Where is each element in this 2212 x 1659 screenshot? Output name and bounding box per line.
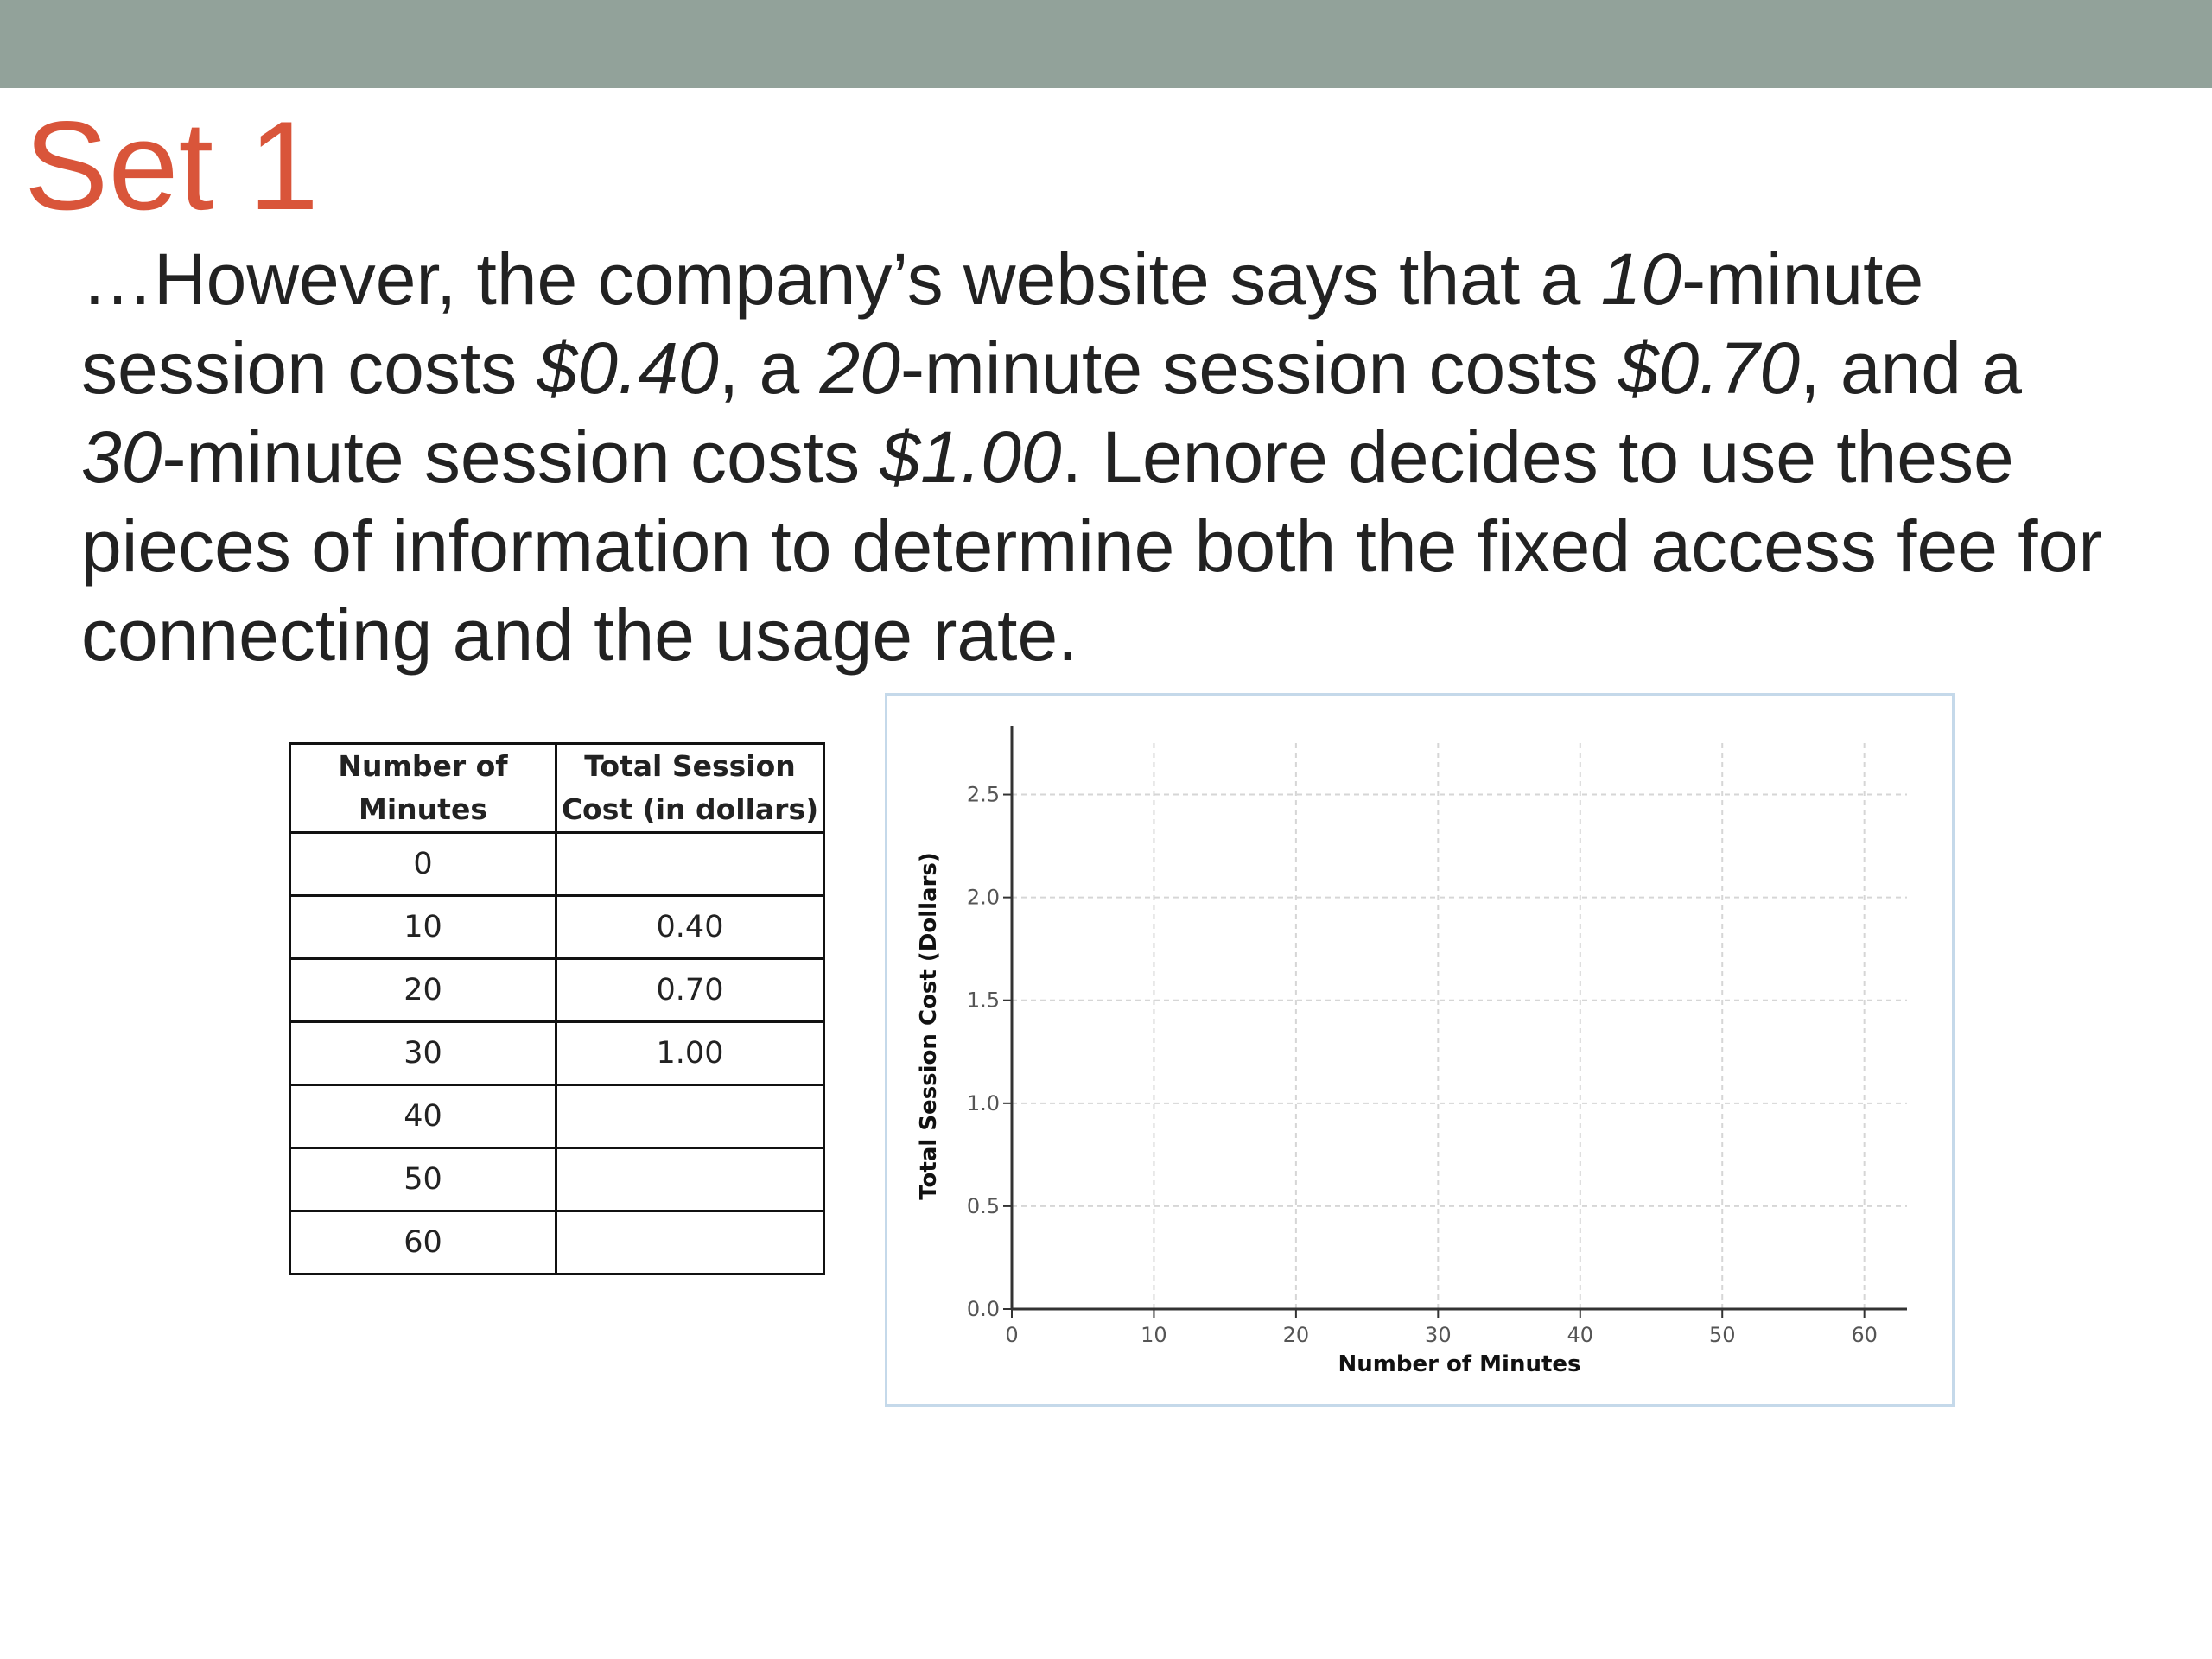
body-line: [81, 413, 2190, 502]
cost-cell: [556, 1085, 824, 1148]
table-row: [290, 896, 824, 959]
cost-cell: 0.40: [556, 896, 824, 959]
y-axis-label: Total Session Cost (Dollars): [916, 852, 942, 1200]
x-tick-label: 50: [1708, 1323, 1736, 1347]
minutes-cell: 40: [290, 1085, 556, 1148]
minutes-cost-table: [289, 742, 825, 1275]
body-run: connecting and the usage rate.: [81, 594, 1078, 676]
body-emphasis: 10: [1600, 238, 1682, 320]
x-tick-label: 30: [1425, 1323, 1452, 1347]
header-cost: [556, 744, 824, 833]
body-emphasis: 20: [819, 327, 900, 409]
body-line: [81, 324, 2190, 413]
y-tick-label: 1.0: [966, 1090, 1000, 1116]
table-row: [290, 1211, 824, 1274]
cost-graph: [885, 693, 1955, 1407]
y-tick-label: 0.0: [966, 1297, 1000, 1321]
body-line: [81, 235, 2190, 324]
minutes-cell: 0: [290, 833, 556, 896]
body-emphasis: $1.00: [880, 416, 1062, 498]
x-tick-label: 0: [1005, 1323, 1019, 1347]
body-line: [81, 502, 2190, 591]
header-minutes-line1: Number of: [338, 749, 508, 783]
x-tick-label: 40: [1567, 1323, 1594, 1347]
slide-header-bar: [0, 0, 2212, 88]
body-line: [81, 591, 2190, 680]
header-minutes: [290, 744, 556, 833]
body-run: pieces of information to determine both the fixed access fee for: [81, 505, 2103, 587]
y-tick-label: 2.0: [966, 885, 1000, 910]
body-emphasis: 30: [81, 416, 162, 498]
minutes-cell: 20: [290, 959, 556, 1022]
body-emphasis: $0.40: [537, 327, 719, 409]
table-row: [290, 1085, 824, 1148]
minutes-cell: 30: [290, 1022, 556, 1085]
body-run: . Lenore decides to use these: [1061, 416, 2014, 498]
body-run: , a: [718, 327, 820, 409]
table-row: [290, 833, 824, 896]
y-tick-label: 2.5: [966, 782, 1000, 807]
table-row: [290, 959, 824, 1022]
body-run: -minute session costs: [162, 416, 880, 498]
table-header-row: [290, 744, 824, 833]
body-run: …However, the company’s website says that a: [81, 238, 1601, 320]
x-tick-label: 10: [1141, 1323, 1167, 1347]
minutes-cell: 10: [290, 896, 556, 959]
body-run: -minute: [1681, 238, 1924, 320]
body-run: , and a: [1800, 327, 2023, 409]
cost-cell: [556, 1211, 824, 1274]
slide-title: Set 1: [24, 95, 319, 236]
cost-cell: 0.70: [556, 959, 824, 1022]
cost-cell: [556, 833, 824, 896]
y-tick-label: 0.5: [966, 1193, 1000, 1218]
x-tick-label: 60: [1851, 1323, 1878, 1347]
table-row: [290, 1022, 824, 1085]
cost-cell: [556, 1148, 824, 1211]
y-tick-label: 1.5: [966, 988, 1000, 1013]
x-tick-label: 20: [1282, 1323, 1310, 1347]
body-run: -minute session costs: [899, 327, 1618, 409]
table-row: [290, 1148, 824, 1211]
header-cost-line1: Total Session: [584, 749, 796, 783]
cost-cell: 1.00: [556, 1022, 824, 1085]
minutes-cell: 60: [290, 1211, 556, 1274]
minutes-cell: 50: [290, 1148, 556, 1211]
body-emphasis: $0.70: [1618, 327, 1801, 409]
body-run: session costs: [81, 327, 537, 409]
header-cost-line2: Cost (in dollars): [561, 792, 819, 826]
x-axis-label: Number of Minutes: [1338, 1351, 1581, 1377]
cost-graph-svg: [887, 696, 1952, 1404]
header-minutes-line2: Minutes: [359, 792, 487, 826]
slide-body-text: [81, 235, 2190, 680]
